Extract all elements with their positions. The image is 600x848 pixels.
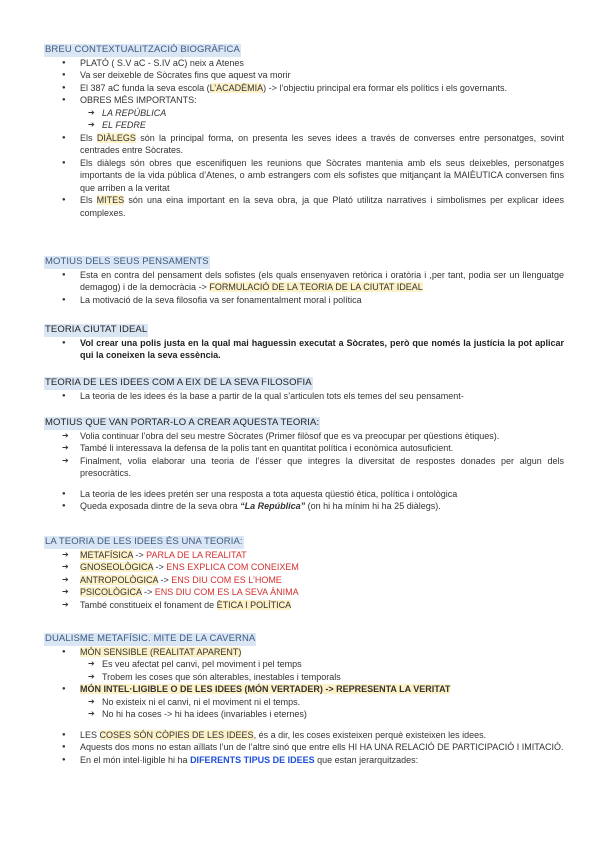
list-subitem: ➔ Trobem les coses que són alterables, inestables i temporals bbox=[44, 671, 564, 684]
list-item: ➔ També li interessava la defensa de la polis tant en quantitat política i econòmica autosuficient. bbox=[44, 442, 564, 455]
list-item: ● Vol crear una polis justa en la qual mai haguessin executat a Sòcrates, però que només la justícia la pot aplicar qui la coneixen la seva essència. bbox=[44, 337, 564, 362]
list-item: ➔ PSICOLÒGICA -> ENS DIU COM ES LA SEVA ÀNIMA bbox=[44, 586, 564, 599]
list-item: ● Els diàlegs són obres que escenifiquen les reunions que Sòcrates mantenia amb els seus deixebles, personatges importants de la vida pública d’Atenes, o amb estrangers com els sofistes que mitjançant la MAIÈUTICA conversen fins que arriben a la veritat bbox=[44, 157, 564, 195]
list-item: ● La motivació de la seva filosofia va ser fonamentalment moral i política bbox=[44, 294, 564, 307]
list-item: ➔ ANTROPOLÒGICA -> ENS DIU COM ES L’HOME bbox=[44, 574, 564, 587]
list-item: ● Va ser deixeble de Sòcrates fins que aquest va morir bbox=[44, 69, 564, 82]
list-item: ● El 387 aC funda la seva escola (L’ACADÈMIA) -> l’objectiu principal era formar els polítics i els governants. bbox=[44, 82, 564, 95]
list-subitem: ➔ EL FEDRE bbox=[44, 119, 564, 132]
section-theory-types bbox=[44, 535, 564, 611]
section-heading: DUALISME METAFÍSIC. MITE DE LA CAVERNA bbox=[45, 633, 256, 644]
list-item: ➔ GNOSEOLÒGICA -> ENS EXPLICA COM CONEIXEM bbox=[44, 561, 564, 574]
list-item: ● MÓN SENSIBLE (REALITAT APARENT) bbox=[44, 646, 564, 659]
list-item: ● Queda exposada dintre de la seva obra “La República” (on hi ha mínim hi ha 25 diàlegs). bbox=[44, 500, 564, 513]
section-motives bbox=[44, 255, 564, 306]
section-heading: TEORIA CIUTAT IDEAL bbox=[45, 324, 148, 335]
list-subitem: ➔ LA REPÚBLICA bbox=[44, 107, 564, 120]
list-item: ➔ Volia continuar l’obra del seu mestre Sòcrates (Primer filòsof que es va preocupar per qüestions ètiques). bbox=[44, 430, 564, 443]
section-biography bbox=[44, 43, 564, 219]
section-heading: TEORIA DE LES IDEES COM A EIX DE LA SEVA FILOSOFIA bbox=[45, 377, 312, 388]
list-item: ● Esta en contra del pensament dels sofistes (els quals ensenyaven retòrica i oratòria i ,per tant, podia ser un llenguatge demagog) i de la democràcia -> FORMULACIÓ DE LA TEORIA DE LA CIUTAT IDEAL bbox=[44, 269, 564, 294]
list-item: ➔ També constitueix el fonament de ÈTICA I POLÍTICA bbox=[44, 599, 564, 612]
list-item: ● Aquests dos mons no estan aïllats l’un de l’altre sinó que entre ells HI HA UNA RELACIÓ DE PARTICIPACIÓ I IMITACIÓ. bbox=[44, 741, 564, 754]
list-subitem: ➔ No hi ha coses -> hi ha idees (invariables i eternes) bbox=[44, 708, 564, 721]
list-item: ● La teoria de les idees és la base a partir de la qual s’articulen tots els temes del seu pensament- bbox=[44, 390, 564, 403]
list-item: ➔ Finalment, volia elaborar una teoria de l’ésser que integres la diversitat de respostes donades per algun dels presocràtics. bbox=[44, 455, 564, 480]
list-subitem: ➔ Es veu afectat pel canvi, pel moviment i pel temps bbox=[44, 658, 564, 671]
section-heading: BREU CONTEXTUALITZACIÓ BIOGRÀFICA bbox=[45, 44, 240, 55]
section-heading: MOTIUS DELS SEUS PENSAMENTS bbox=[45, 256, 209, 267]
list-item: ● OBRES MÉS IMPORTANTS: bbox=[44, 94, 564, 107]
list-subitem: ➔ No existeix ni el canvi, ni el moviment ni el temps. bbox=[44, 696, 564, 709]
list-item: ● LES COSES SÓN CÒPIES DE LES IDEES, és a dir, les coses existeixen perquè existeixen les idees. bbox=[44, 729, 564, 742]
section-ideal-city bbox=[44, 323, 564, 362]
list-item: ● Els MITES són una eina important en la seva obra, ja que Plató utilitza narratives i simbolismes per explicar idees complexes. bbox=[44, 194, 564, 219]
list-item: ● La teoria de les idees pretén ser una resposta a tota aquesta qüestió ètica, política i ontològica bbox=[44, 488, 564, 501]
section-dualism bbox=[44, 632, 564, 766]
list-item: ● En el món intel·ligible hi ha DIFERENTS TIPUS DE IDEES que estan jerarquitzades: bbox=[44, 754, 564, 767]
section-heading: LA TEORIA DE LES IDEES ÉS UNA TEORIA: bbox=[45, 536, 243, 547]
section-heading: MOTIUS QUE VAN PORTAR-LO A CREAR AQUESTA TEORIA: bbox=[45, 417, 320, 428]
section-reasons bbox=[44, 416, 564, 513]
list-item: ● Els DIÀLEGS són la principal forma, on presenta les seves idees a través de converses entre personatges, sovint centrades entre Sòcrates. bbox=[44, 132, 564, 157]
list-item: ● MÓN INTEL·LIGIBLE O DE LES IDEES (MÓN VERTADER) -> REPRESENTA LA VERITAT bbox=[44, 683, 564, 696]
list-item: ➔ METAFÍSICA -> PARLA DE LA REALITAT bbox=[44, 549, 564, 562]
section-theory-axis bbox=[44, 376, 564, 402]
list-item: ● PLATÓ ( S.V aC - S.IV aC) neix a Atenes bbox=[44, 57, 564, 70]
